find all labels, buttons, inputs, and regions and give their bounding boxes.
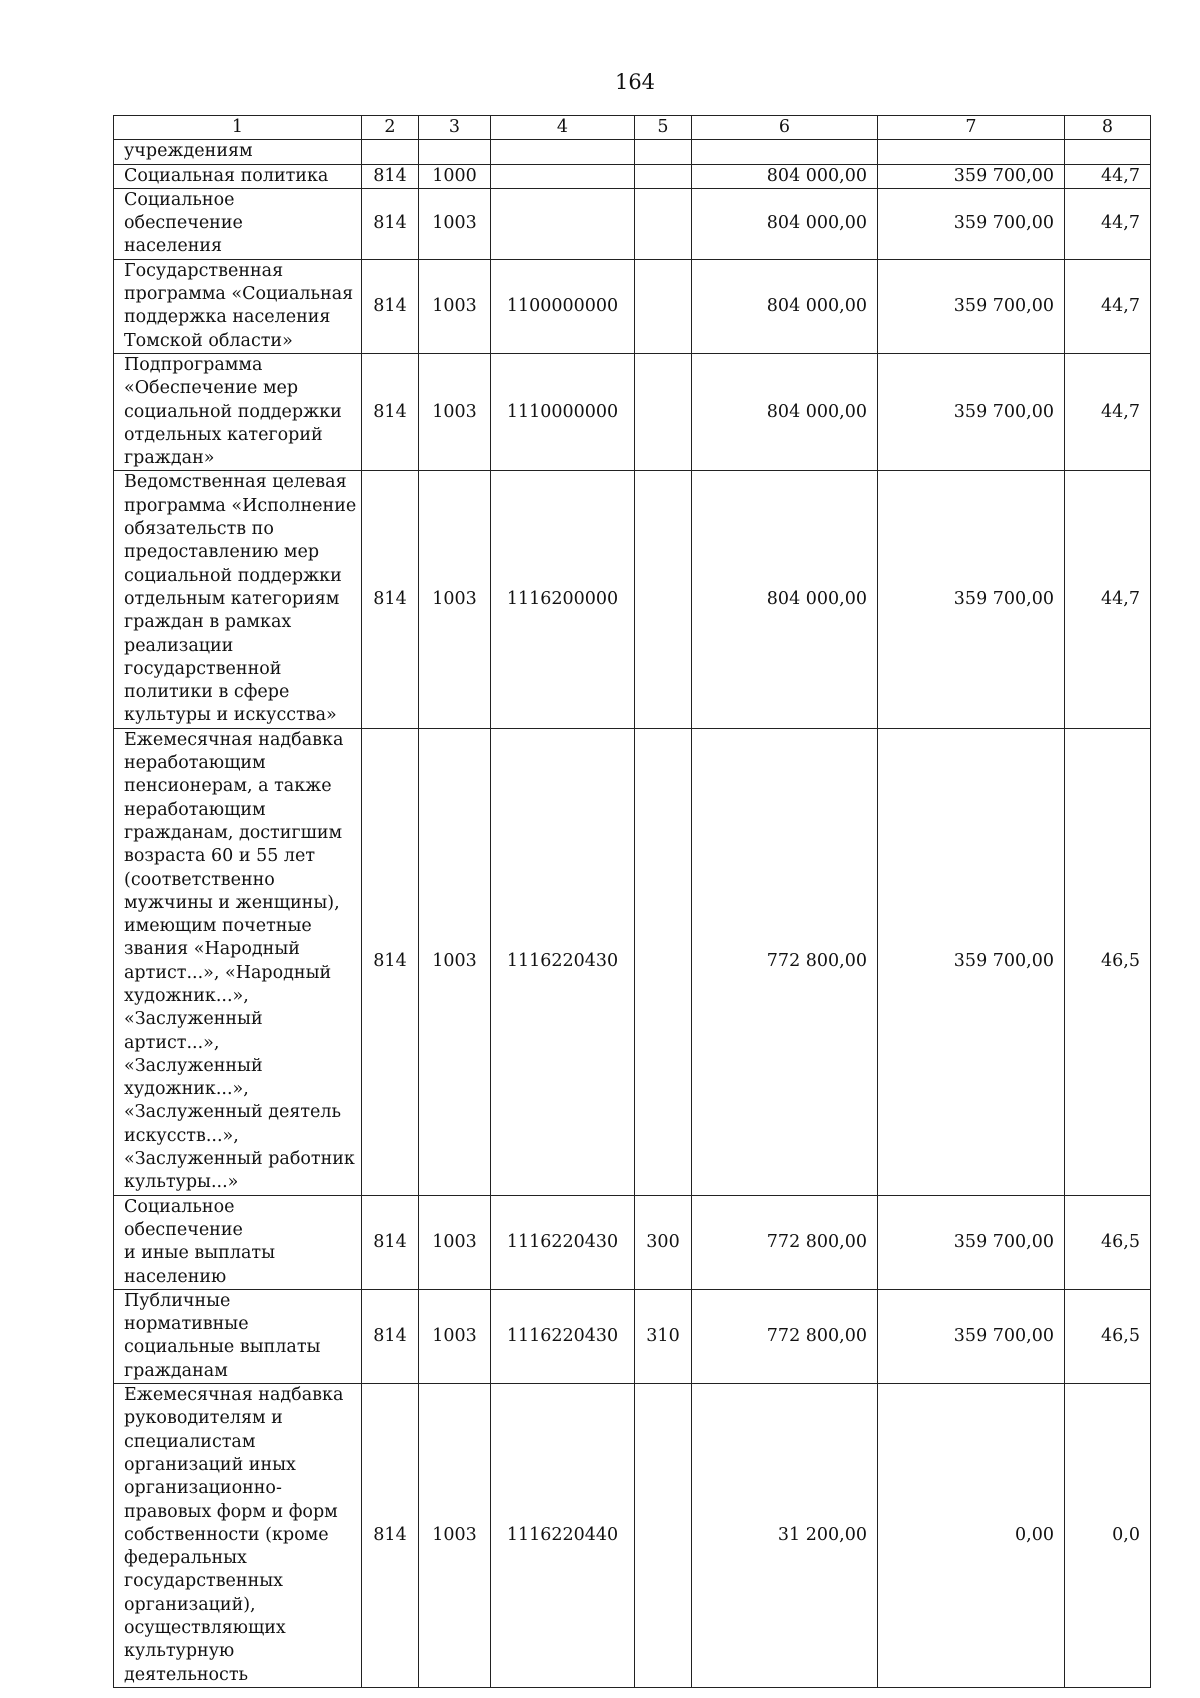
target-article-cell xyxy=(491,164,635,188)
percent-cell: 46,5 xyxy=(1065,1195,1151,1289)
header-cell: 5 xyxy=(635,116,692,140)
admin-code-cell: 814 xyxy=(362,1195,419,1289)
percent-cell: 46,5 xyxy=(1065,728,1151,1195)
table-row xyxy=(114,728,1151,1195)
item-name-cell: Социальное обеспечение и иные выплаты населению xyxy=(114,1195,362,1289)
target-article-cell: 1116220440 xyxy=(491,1384,635,1688)
header-cell: 1 xyxy=(114,116,362,140)
target-article-cell: 1110000000 xyxy=(491,353,635,470)
percent-cell: 46,5 xyxy=(1065,1289,1151,1383)
item-name-cell: Социальное обеспечение населения xyxy=(114,188,362,259)
item-name-cell: Ежемесячная надбавка руководителям и специалистам организаций иных организационно- правовых форм и форм собственности (кроме федеральных государственных организаций), осуществляющих культурную деятельность xyxy=(114,1384,362,1688)
section-code-cell: 1003 xyxy=(419,188,491,259)
expense-type-cell: 300 xyxy=(635,1195,692,1289)
expense-type-cell xyxy=(635,188,692,259)
percent-cell: 44,7 xyxy=(1065,164,1151,188)
planned-amount-cell: 772 800,00 xyxy=(692,728,878,1195)
table-row xyxy=(114,140,1151,164)
table-row xyxy=(114,188,1151,259)
executed-amount-cell xyxy=(878,140,1065,164)
section-code-cell: 1003 xyxy=(419,259,491,353)
expense-type-cell xyxy=(635,728,692,1195)
section-code-cell: 1000 xyxy=(419,164,491,188)
table-row xyxy=(114,164,1151,188)
item-name-cell: Государственная программа «Социальная поддержка населения Томской области» xyxy=(114,259,362,353)
table-row xyxy=(114,1195,1151,1289)
admin-code-cell: 814 xyxy=(362,188,419,259)
executed-amount-cell: 359 700,00 xyxy=(878,259,1065,353)
target-article-cell: 1116200000 xyxy=(491,471,635,728)
section-code-cell xyxy=(419,140,491,164)
target-article-cell: 1100000000 xyxy=(491,259,635,353)
executed-amount-cell: 359 700,00 xyxy=(878,353,1065,470)
header-cell: 3 xyxy=(419,116,491,140)
expense-type-cell xyxy=(635,164,692,188)
admin-code-cell: 814 xyxy=(362,471,419,728)
executed-amount-cell: 359 700,00 xyxy=(878,728,1065,1195)
table-row xyxy=(114,471,1151,728)
item-name-cell: Социальная политика xyxy=(114,164,362,188)
planned-amount-cell: 772 800,00 xyxy=(692,1195,878,1289)
admin-code-cell: 814 xyxy=(362,1384,419,1688)
admin-code-cell: 814 xyxy=(362,728,419,1195)
expense-type-cell: 310 xyxy=(635,1289,692,1383)
header-cell: 8 xyxy=(1065,116,1151,140)
planned-amount-cell: 804 000,00 xyxy=(692,259,878,353)
table-row xyxy=(114,353,1151,470)
section-code-cell: 1003 xyxy=(419,728,491,1195)
section-code-cell: 1003 xyxy=(419,1289,491,1383)
executed-amount-cell: 0,00 xyxy=(878,1384,1065,1688)
item-name-cell: Публичные нормативные социальные выплаты гражданам xyxy=(114,1289,362,1383)
planned-amount-cell xyxy=(692,140,878,164)
expense-type-cell xyxy=(635,471,692,728)
target-article-cell: 1116220430 xyxy=(491,1289,635,1383)
executed-amount-cell: 359 700,00 xyxy=(878,471,1065,728)
item-name-cell: Ведомственная целевая программа «Исполнение обязательств по предоставлению мер социальной поддержки отдельным категориям граждан в рамках реализации государственной политики в сфере культуры и искусства» xyxy=(114,471,362,728)
admin-code-cell: 814 xyxy=(362,259,419,353)
header-cell: 2 xyxy=(362,116,419,140)
section-code-cell: 1003 xyxy=(419,1195,491,1289)
planned-amount-cell: 31 200,00 xyxy=(692,1384,878,1688)
admin-code-cell: 814 xyxy=(362,164,419,188)
planned-amount-cell: 804 000,00 xyxy=(692,164,878,188)
percent-cell: 44,7 xyxy=(1065,353,1151,470)
percent-cell xyxy=(1065,140,1151,164)
table-row xyxy=(114,1289,1151,1383)
admin-code-cell xyxy=(362,140,419,164)
percent-cell: 44,7 xyxy=(1065,259,1151,353)
target-article-cell: 1116220430 xyxy=(491,728,635,1195)
executed-amount-cell: 359 700,00 xyxy=(878,1195,1065,1289)
table-row xyxy=(114,1384,1151,1688)
percent-cell: 0,0 xyxy=(1065,1384,1151,1688)
table-row xyxy=(114,259,1151,353)
executed-amount-cell: 359 700,00 xyxy=(878,164,1065,188)
planned-amount-cell: 804 000,00 xyxy=(692,353,878,470)
section-code-cell: 1003 xyxy=(419,471,491,728)
budget-table xyxy=(113,115,1151,1688)
percent-cell: 44,7 xyxy=(1065,471,1151,728)
header-cell: 7 xyxy=(878,116,1065,140)
target-article-cell xyxy=(491,140,635,164)
target-article-cell xyxy=(491,188,635,259)
header-cell: 6 xyxy=(692,116,878,140)
header-row xyxy=(114,116,1151,140)
section-code-cell: 1003 xyxy=(419,1384,491,1688)
page-number: 164 xyxy=(614,70,656,94)
executed-amount-cell: 359 700,00 xyxy=(878,188,1065,259)
admin-code-cell: 814 xyxy=(362,353,419,470)
target-article-cell: 1116220430 xyxy=(491,1195,635,1289)
percent-cell: 44,7 xyxy=(1065,188,1151,259)
item-name-cell: Ежемесячная надбавка неработающим пенсионерам, а также неработающим гражданам, достигшим возраста 60 и 55 лет (соответственно мужчины и женщины), имеющим почетные звания «Народный артист...», «Народный художник...», «Заслуженный артист...», «Заслуженный художник...», «Заслуженный деятель искусств...», «Заслуженный работник культуры...» xyxy=(114,728,362,1195)
expense-type-cell xyxy=(635,259,692,353)
executed-amount-cell: 359 700,00 xyxy=(878,1289,1065,1383)
expense-type-cell xyxy=(635,1384,692,1688)
header-cell: 4 xyxy=(491,116,635,140)
planned-amount-cell: 804 000,00 xyxy=(692,471,878,728)
item-name-cell: учреждениям xyxy=(114,140,362,164)
admin-code-cell: 814 xyxy=(362,1289,419,1383)
item-name-cell: Подпрограмма «Обеспечение мер социальной поддержки отдельных категорий граждан» xyxy=(114,353,362,470)
expense-type-cell xyxy=(635,353,692,470)
expense-type-cell xyxy=(635,140,692,164)
section-code-cell: 1003 xyxy=(419,353,491,470)
planned-amount-cell: 804 000,00 xyxy=(692,188,878,259)
planned-amount-cell: 772 800,00 xyxy=(692,1289,878,1383)
